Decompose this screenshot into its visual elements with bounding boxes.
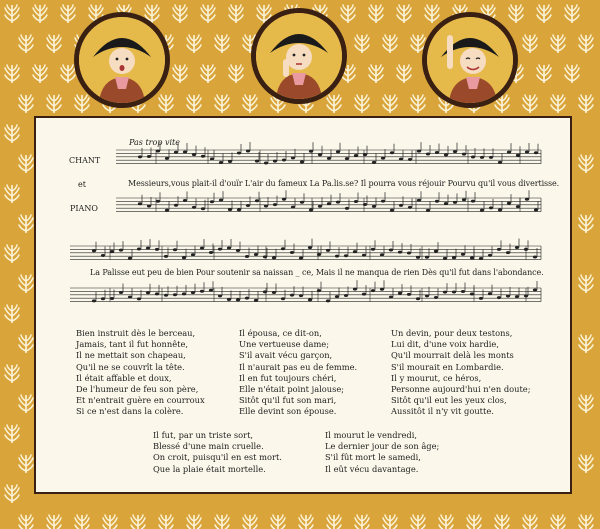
note-head bbox=[371, 248, 375, 251]
verse-column-3: Un devin, pour deux testons, Lui dit, d'une voix hardie, Qu'il mourrait delà les monts S'il mourait en Lombardie. Il y mourut, ce héros, Personne aujourd'hui n'en doute; Sitôt qu'il eut les yeux clos, Aussitôt il n'y vit goutte. bbox=[391, 328, 531, 417]
note-head bbox=[399, 204, 403, 207]
note-head bbox=[110, 250, 114, 253]
note-head bbox=[345, 207, 349, 210]
note-head bbox=[236, 298, 240, 301]
note-head bbox=[434, 296, 438, 299]
note-head bbox=[488, 292, 492, 295]
note-head bbox=[452, 290, 456, 293]
note-head bbox=[155, 292, 159, 295]
note-head bbox=[470, 257, 474, 260]
note-head bbox=[173, 293, 177, 296]
note-head bbox=[165, 209, 169, 212]
note-head bbox=[336, 150, 340, 153]
note-head bbox=[462, 153, 466, 156]
note-head bbox=[407, 293, 411, 296]
note-head bbox=[192, 153, 196, 156]
note-head bbox=[390, 151, 394, 154]
note-head bbox=[372, 161, 376, 164]
note-head bbox=[399, 158, 403, 161]
note-head bbox=[191, 253, 195, 256]
note-head bbox=[497, 248, 501, 251]
note-head bbox=[147, 204, 151, 207]
note-head bbox=[371, 289, 375, 292]
note-head bbox=[354, 200, 358, 203]
note-head bbox=[299, 294, 303, 297]
note-head bbox=[317, 253, 321, 256]
note-head bbox=[471, 155, 475, 158]
note-head bbox=[119, 291, 123, 294]
note-head bbox=[182, 292, 186, 295]
note-head bbox=[363, 203, 367, 206]
note-head bbox=[245, 297, 249, 300]
note-head bbox=[425, 294, 429, 297]
note-head bbox=[534, 209, 538, 212]
note-head bbox=[498, 209, 502, 212]
note-head bbox=[237, 152, 241, 155]
score-staves bbox=[36, 118, 570, 318]
note-head bbox=[291, 206, 295, 209]
note-head bbox=[255, 199, 259, 202]
note-head bbox=[480, 209, 484, 212]
note-head bbox=[416, 256, 420, 259]
note-head bbox=[281, 247, 285, 250]
note-head bbox=[174, 151, 178, 154]
note-head bbox=[506, 251, 510, 254]
note-head bbox=[498, 161, 502, 164]
note-head bbox=[381, 157, 385, 160]
note-head bbox=[191, 291, 195, 294]
note-head bbox=[452, 256, 456, 259]
boy-portrait-thinking-icon bbox=[251, 8, 347, 104]
note-head bbox=[101, 254, 105, 257]
note-head bbox=[164, 255, 168, 258]
note-head bbox=[327, 202, 331, 205]
note-head bbox=[344, 294, 348, 297]
note-head bbox=[255, 160, 259, 163]
note-head bbox=[327, 157, 331, 160]
note-head bbox=[101, 297, 105, 300]
note-head bbox=[336, 201, 340, 204]
note-head bbox=[380, 288, 384, 291]
note-head bbox=[489, 206, 493, 209]
note-head bbox=[119, 249, 123, 252]
note-head bbox=[462, 198, 466, 201]
note-head bbox=[516, 205, 520, 208]
note-head bbox=[299, 257, 303, 260]
note-head bbox=[110, 297, 114, 300]
note-head bbox=[453, 201, 457, 204]
note-head bbox=[92, 299, 96, 302]
note-head bbox=[201, 155, 205, 158]
note-head bbox=[363, 153, 367, 156]
note-head bbox=[146, 291, 150, 294]
note-head bbox=[426, 209, 430, 212]
note-head bbox=[182, 256, 186, 259]
note-head bbox=[525, 150, 529, 153]
note-head bbox=[444, 153, 448, 156]
note-head bbox=[488, 254, 492, 257]
note-head bbox=[525, 198, 529, 201]
note-head bbox=[425, 256, 429, 259]
note-head bbox=[309, 209, 313, 212]
note-head bbox=[263, 290, 267, 293]
note-head bbox=[281, 297, 285, 300]
note-head bbox=[264, 161, 268, 164]
note-head bbox=[138, 155, 142, 158]
note-head bbox=[92, 249, 96, 252]
note-head bbox=[218, 294, 222, 297]
note-head bbox=[326, 299, 330, 302]
note-head bbox=[461, 253, 465, 256]
note-head bbox=[354, 154, 358, 157]
note-head bbox=[471, 200, 475, 203]
note-head bbox=[326, 249, 330, 252]
note-head bbox=[416, 297, 420, 300]
note-head bbox=[444, 202, 448, 205]
note-head bbox=[254, 299, 258, 302]
note-head bbox=[272, 291, 276, 294]
note-head bbox=[435, 200, 439, 203]
note-head bbox=[165, 157, 169, 160]
note-head bbox=[353, 288, 357, 291]
note-head bbox=[434, 250, 438, 253]
note-head bbox=[408, 158, 412, 161]
note-head bbox=[344, 254, 348, 257]
note-head bbox=[264, 205, 268, 208]
note-head bbox=[479, 297, 483, 300]
chant-label: CHANT bbox=[69, 156, 101, 165]
note-head bbox=[318, 205, 322, 208]
note-head bbox=[398, 251, 402, 254]
note-head bbox=[290, 294, 294, 297]
note-head bbox=[308, 298, 312, 301]
note-head bbox=[263, 255, 267, 258]
note-head bbox=[273, 203, 277, 206]
note-head bbox=[155, 248, 159, 251]
lyrics-system-2: La Palisse eut peu de bien Pour soutenir sa naissan _ ce, Mais il ne manqua de rien Dès qu'il fut dans l'abondance. bbox=[90, 268, 544, 277]
note-head bbox=[200, 247, 204, 250]
note-head bbox=[362, 254, 366, 257]
note-head bbox=[282, 198, 286, 201]
note-head bbox=[254, 253, 258, 256]
note-head bbox=[227, 247, 231, 250]
note-head bbox=[389, 248, 393, 251]
note-head bbox=[192, 206, 196, 209]
note-head bbox=[443, 291, 447, 294]
lyrics-system-1: Messieurs,vous plait-il d'ouïr L'air du fameux La Pa.lis.se? Il pourra vous réjouir Pourvu qu'il vous divertisse. bbox=[128, 179, 560, 188]
note-head bbox=[228, 160, 232, 163]
note-head bbox=[137, 247, 141, 250]
note-head bbox=[470, 293, 474, 296]
note-head bbox=[507, 202, 511, 205]
et-label: et bbox=[78, 180, 86, 189]
note-head bbox=[506, 295, 510, 298]
verse-column-1: Bien instruit dès le berceau, Jamais, tant il fut honnête, Il ne mettait son chapeau, Qu'il ne se couvrît la tête. Il était affable et doux, De l'humeur de feu son père, Et n'entrait guère en courroux Si ce n'est dans la colère. bbox=[76, 328, 205, 417]
note-head bbox=[417, 150, 421, 153]
note-head bbox=[308, 246, 312, 249]
note-head bbox=[128, 296, 132, 299]
note-head bbox=[237, 208, 241, 211]
note-head bbox=[300, 201, 304, 204]
note-head bbox=[317, 289, 321, 292]
note-head bbox=[209, 251, 213, 254]
boy-portrait-singing-icon bbox=[74, 12, 170, 108]
note-head bbox=[200, 290, 204, 293]
note-head bbox=[309, 150, 313, 153]
note-head bbox=[164, 294, 168, 297]
note-head bbox=[479, 257, 483, 260]
note-head bbox=[335, 255, 339, 258]
note-head bbox=[453, 150, 457, 153]
note-head bbox=[380, 253, 384, 256]
note-head bbox=[497, 296, 501, 299]
note-head bbox=[398, 292, 402, 295]
note-head bbox=[201, 207, 205, 210]
note-head bbox=[219, 199, 223, 202]
note-head bbox=[291, 156, 295, 159]
note-head bbox=[236, 249, 240, 252]
note-head bbox=[407, 252, 411, 255]
note-head bbox=[272, 256, 276, 259]
note-head bbox=[209, 289, 213, 292]
verse-column-5: Il mourut le vendredi, Le dernier jour de son âge; S'il fût mort le samedi, Il eût vécu davantage. bbox=[325, 430, 440, 474]
note-head bbox=[461, 290, 465, 293]
note-head bbox=[345, 157, 349, 160]
note-head bbox=[480, 156, 484, 159]
note-head bbox=[210, 158, 214, 161]
note-head bbox=[318, 153, 322, 156]
note-head bbox=[533, 289, 537, 292]
note-head bbox=[443, 257, 447, 260]
note-head bbox=[146, 247, 150, 250]
note-head bbox=[516, 154, 520, 157]
note-head bbox=[489, 156, 493, 159]
note-head bbox=[273, 160, 277, 163]
note-head bbox=[353, 250, 357, 253]
note-head bbox=[156, 200, 160, 203]
verse-column-2: Il épousa, ce dit-on, Une vertueuse dame; S'il avait vécu garçon, Il n'aurait pas eu de femme. Il en fut toujours chéri, Elle n'était point jalouse; Sitôt qu'il fut son mari, Elle devint son épouse. bbox=[239, 328, 358, 417]
note-head bbox=[245, 255, 249, 258]
piano-label: PIANO bbox=[70, 204, 98, 213]
note-head bbox=[389, 296, 393, 299]
note-head bbox=[147, 155, 151, 158]
note-head bbox=[381, 200, 385, 203]
note-head bbox=[300, 160, 304, 163]
note-head bbox=[417, 199, 421, 202]
note-head bbox=[219, 161, 223, 164]
note-head bbox=[156, 150, 160, 153]
note-head bbox=[174, 204, 178, 207]
note-head bbox=[534, 151, 538, 154]
note-head bbox=[408, 206, 412, 209]
note-head bbox=[372, 205, 376, 208]
note-head bbox=[246, 150, 250, 153]
note-head bbox=[246, 204, 250, 207]
note-head bbox=[183, 151, 187, 154]
note-head bbox=[533, 255, 537, 258]
note-head bbox=[435, 151, 439, 154]
note-head bbox=[210, 200, 214, 203]
note-head bbox=[173, 248, 177, 251]
note-head bbox=[137, 297, 141, 300]
note-head bbox=[390, 209, 394, 212]
music-sheet bbox=[34, 116, 572, 494]
note-head bbox=[524, 248, 528, 251]
note-head bbox=[138, 202, 142, 205]
note-head bbox=[426, 152, 430, 155]
note-head bbox=[282, 159, 286, 162]
tempo-marking: Pas trop vite bbox=[129, 138, 180, 147]
note-head bbox=[218, 248, 222, 251]
note-head bbox=[515, 246, 519, 249]
note-head bbox=[227, 298, 231, 301]
note-head bbox=[507, 151, 511, 154]
verse-column-4: Il fut, par un triste sort, Blessé d'une main cruelle. On croit, puisqu'il en est mort. Que la plaie était mortelle. bbox=[153, 430, 282, 474]
note-head bbox=[335, 295, 339, 298]
boy-portrait-pointing-icon bbox=[422, 12, 518, 108]
note-head bbox=[362, 293, 366, 296]
note-head bbox=[228, 208, 232, 211]
note-head bbox=[183, 199, 187, 202]
note-head bbox=[515, 295, 519, 298]
note-head bbox=[290, 251, 294, 254]
note-head bbox=[524, 294, 528, 297]
note-head bbox=[128, 257, 132, 260]
